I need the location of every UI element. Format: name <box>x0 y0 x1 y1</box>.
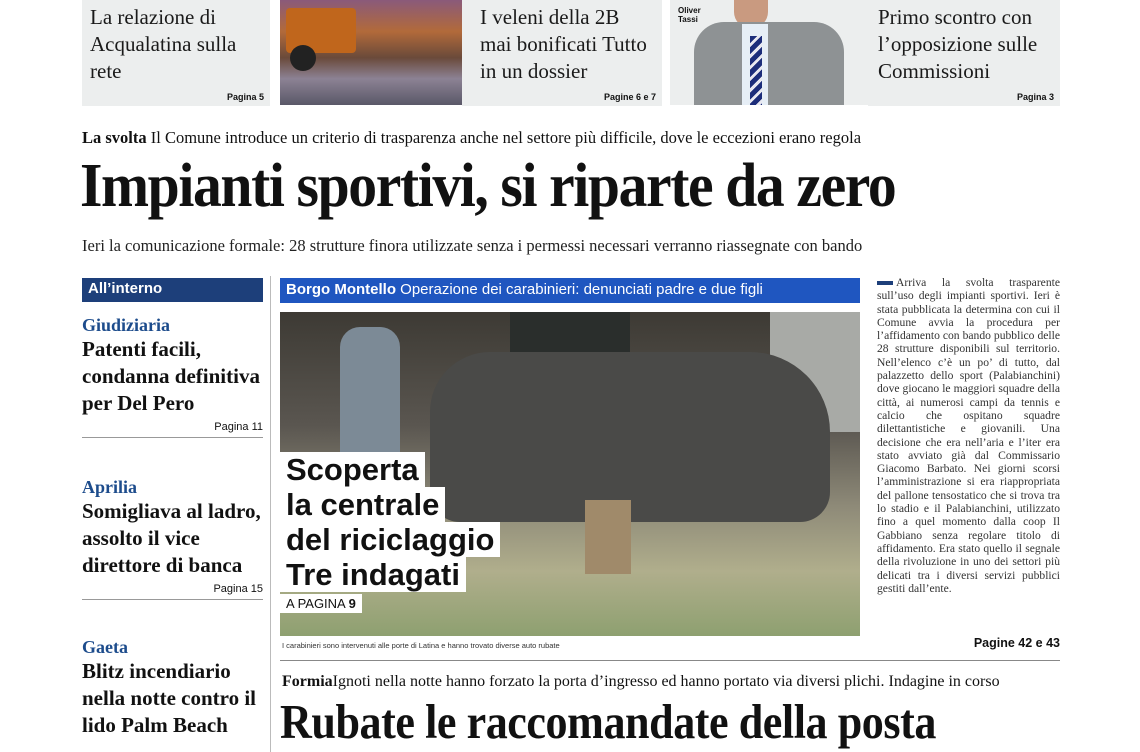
formia-headline[interactable]: Rubate le raccomandate della posta <box>280 694 936 749</box>
column-divider <box>270 276 271 752</box>
item-headline: Somigliava al ladro, assolto il vice direttore di banca <box>82 499 261 577</box>
lead-kicker <box>82 128 1062 148</box>
photo-caption: I carabinieri sono intervenuti alle porte di Latina e hanno trovato diverse auto rubate <box>282 641 560 650</box>
teaser-commissioni[interactable] <box>868 0 1060 106</box>
formia-kicker <box>282 673 1062 691</box>
wrecked-car-photo[interactable] <box>280 312 860 636</box>
body-text: Arriva la svolta trasparente sull’uso degli impianti sportivi. Ieri è stata pubblicata la determina con cui il Comune avvia la procedura per l’affidamento con bando pubblico delle 28 strutture disponibili sul territorio. Nell’elenco c’è un po’ di tutto, dal palazzetto dello sport (Palabianchini) dove giocano le maggiori squadre della città, ai numerosi campi da tennis e calcio che ospitano squadre dilettantistiche e giovanili. Una decisione che era nell’aria e l’iter era stato avviato già dal Commissario Giacomo Barbato. Nei giorni scorsi l’amministrazione si era riappropriata del pallone tensostatico che si trova tra lo stadio e il Palabianchini, utilizzato fino a quel momento dalla coop Il Gabbiano senza regolare titolo di affidamento. Era stato quello il segnale della rivoluzione in uno dei settori più delicati tra i diversi servizi pubblici gestiti dall’ente. <box>877 276 1060 595</box>
ref-page: 9 <box>348 596 356 611</box>
strap-text: Operazione dei carabinieri: denunciati padre e due figli <box>400 281 763 298</box>
lead-body <box>877 276 1060 595</box>
lead-headline[interactable]: Impianti sportivi, si riparte da zero <box>80 152 896 220</box>
inside-item-gaeta[interactable] <box>82 636 263 739</box>
teaser-veleni[interactable] <box>462 0 662 106</box>
teaser-page: Pagine 6 e 7 <box>603 92 656 102</box>
headline-line: Scoperta <box>280 452 425 487</box>
kicker-label: La svolta <box>82 128 147 147</box>
item-headline: Blitz incendiario nella notte contro il lido Palm Beach <box>82 659 257 737</box>
kicker-text: Ignoti nella notte hanno forzato la porta d’ingresso ed hanno portato via diversi plichi. Indagine in corso <box>332 673 1000 690</box>
inside-item-aprilia[interactable] <box>82 476 263 600</box>
page-reference[interactable] <box>280 594 362 613</box>
strap-place: Borgo Montello <box>286 281 396 298</box>
ref-label: A PAGINA <box>286 596 346 611</box>
photo-story-strap <box>280 278 860 303</box>
teaser-acqualatina[interactable] <box>82 0 270 106</box>
lead-pages[interactable]: Pagine 42 e 43 <box>973 636 1060 650</box>
headline-line: Tre indagati <box>280 557 466 592</box>
tassi-portrait <box>670 0 868 105</box>
item-kicker: Aprilia <box>82 477 138 497</box>
section-divider <box>280 660 1060 661</box>
inside-item-giudiziaria[interactable] <box>82 314 263 438</box>
headline-line: del riciclaggio <box>280 522 500 557</box>
headline-line: la centrale <box>280 487 445 522</box>
landfill-photo <box>280 0 462 105</box>
teaser-text: La relazione di Acqualatina sulla rete <box>90 5 237 83</box>
kicker-text: Il Comune introduce un criterio di trasparenza anche nel settore più difficile, dove le eccezioni erano regola <box>146 128 862 147</box>
item-kicker: Gaeta <box>82 637 128 657</box>
inside-header: All’interno <box>82 278 263 302</box>
bullet-marker <box>877 281 893 285</box>
teaser-page: Pagina 5 <box>226 92 264 102</box>
teaser-text: Primo scontro con l’opposizione sulle Commissioni <box>878 5 1038 83</box>
item-kicker: Giudiziaria <box>82 315 171 335</box>
photo-headline <box>280 452 500 613</box>
photo-name: Oliver Tassi <box>678 6 701 24</box>
item-headline: Patenti facili, condanna definitiva per Del Pero <box>82 337 260 415</box>
kicker-label: Formia <box>282 673 333 690</box>
lead-subhead: Ieri la comunicazione formale: 28 strutture finora utilizzate senza i permessi necessari verranno riassegnate con bando <box>82 236 863 255</box>
item-page: Pagina 11 <box>82 421 263 438</box>
teaser-page: Pagina 3 <box>1016 92 1054 102</box>
item-page: Pagina 15 <box>82 583 263 600</box>
teaser-text: I veleni della 2B mai bonificati Tutto in un dossier <box>480 5 647 83</box>
